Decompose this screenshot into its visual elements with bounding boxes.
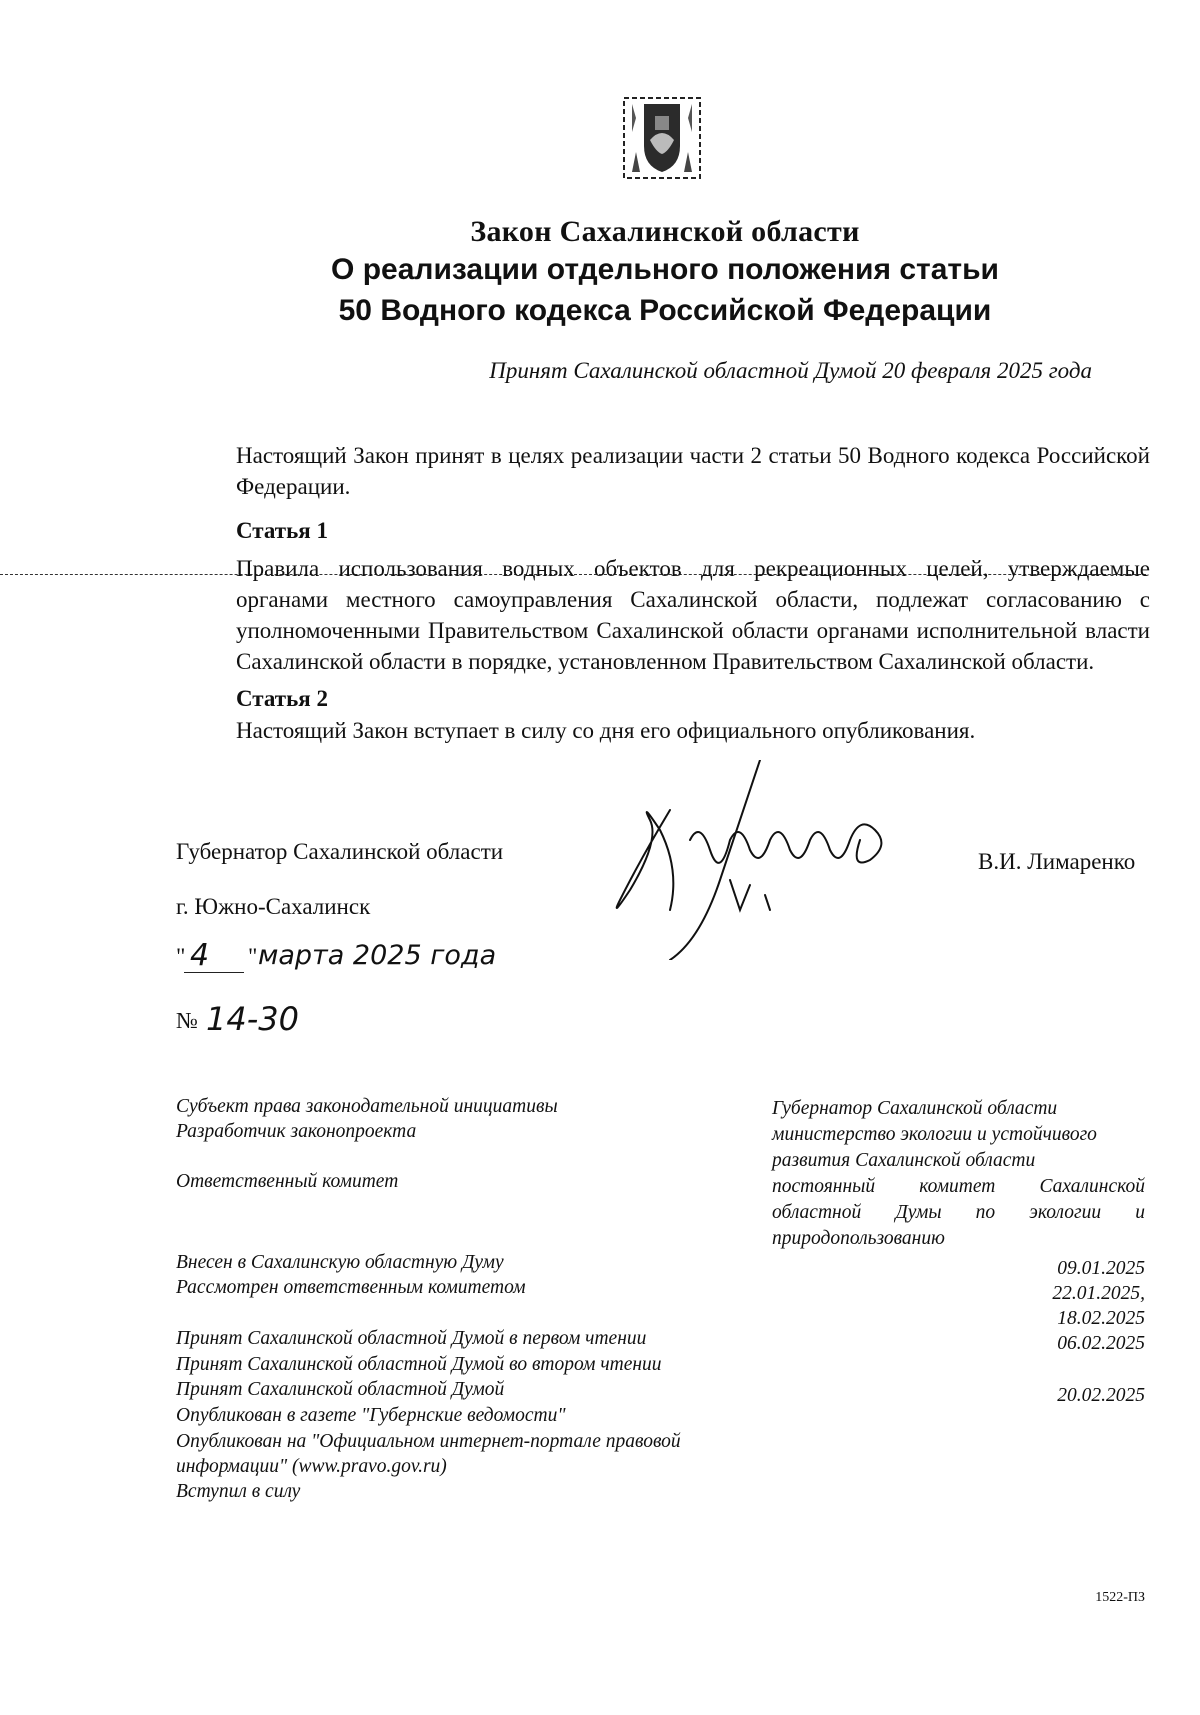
date-quote-open: " bbox=[176, 944, 186, 969]
document-code: 1522-ПЗ bbox=[1095, 1590, 1145, 1605]
meta-subject-label: Субъект права законодательной инициативы bbox=[176, 1096, 558, 1117]
meta-published-paper-label: Опубликован в газете "Губернские ведомости" bbox=[176, 1405, 566, 1426]
date-quote-close: " bbox=[248, 944, 258, 969]
meta-committee-word: Думы bbox=[895, 1202, 942, 1223]
coat-of-arms-emblem bbox=[622, 96, 702, 180]
meta-developer-label: Разработчик законопроекта bbox=[176, 1121, 417, 1142]
law-number-value: 14-30 bbox=[206, 1000, 299, 1038]
meta-developer-value-2: развития Сахалинской области bbox=[772, 1150, 1036, 1171]
meta-developer-value-1: министерство экологии и устойчивого bbox=[772, 1124, 1097, 1145]
meta-adopted-label: Принят Сахалинской областной Думой bbox=[176, 1379, 505, 1400]
meta-committee-word: постоянный bbox=[772, 1176, 876, 1197]
intro-paragraph bbox=[176, 440, 1150, 502]
meta-committee-word: Сахалинской bbox=[1039, 1176, 1145, 1197]
article-2-text: Настоящий Закон вступает в силу со дня его официального опубликования. bbox=[236, 718, 976, 743]
meta-committee-label: Ответственный комитет bbox=[176, 1171, 399, 1192]
meta-committee-word: комитет bbox=[919, 1176, 996, 1197]
meta-published-portal-label-1: Опубликован на "Официальном интернет-портале правовой bbox=[176, 1431, 681, 1452]
meta-second-reading-label: Принят Сахалинской областной Думой во втором чтении bbox=[176, 1354, 662, 1375]
law-title-line-2: О реализации отдельного положения статьи bbox=[331, 253, 999, 286]
meta-first-reading-label: Принят Сахалинской областной Думой в первом чтении bbox=[176, 1328, 647, 1349]
meta-published-portal-label-2: информации" (www.pravo.gov.ru) bbox=[176, 1456, 447, 1477]
article-2-heading: Статья 2 bbox=[236, 686, 328, 711]
adoption-note: Принят Сахалинской областной Думой 20 февраля 2025 года bbox=[489, 358, 1092, 383]
meta-first-reading-date: 06.02.2025 bbox=[1057, 1333, 1145, 1354]
meta-committee-value-2 bbox=[772, 1200, 1145, 1226]
law-title-line-3: 50 Водного кодекса Российской Федерации bbox=[338, 294, 992, 327]
meta-reviewed-label: Рассмотрен ответственным комитетом bbox=[176, 1277, 526, 1298]
meta-subject-value bbox=[772, 1096, 1145, 1252]
date-day-underline bbox=[184, 972, 244, 973]
meta-committee-word: областной bbox=[772, 1202, 862, 1223]
article-1-paragraph bbox=[176, 553, 1150, 677]
meta-committee-word: и bbox=[1135, 1202, 1145, 1223]
meta-committee-word: по bbox=[975, 1202, 996, 1223]
date-month-year: марта 2025 года bbox=[258, 940, 497, 971]
number-sign: № bbox=[176, 1008, 198, 1033]
meta-submitted-date: 09.01.2025 bbox=[1057, 1258, 1145, 1279]
article-1-text: Правила использования водных объектов для рекреационных целей, утверждаемые органами местного самоуправления Сахалинской области, подлежат согласованию с уполномоченными Правительством Сахалинской области органами исполнительной власти Сахалинской области в порядке, установленном Правительством Сахалинской области. bbox=[236, 556, 1150, 674]
meta-committee-value-1 bbox=[772, 1174, 1145, 1200]
meta-in-force-label: Вступил в силу bbox=[176, 1481, 301, 1502]
signing-date bbox=[176, 940, 516, 980]
article-1-heading: Статья 1 bbox=[236, 518, 328, 543]
law-title-line-1: Закон Сахалинской области bbox=[470, 215, 860, 248]
meta-committee-word: экологии bbox=[1029, 1202, 1102, 1223]
signer-name: В.И. Лимаренко bbox=[978, 849, 1136, 874]
meta-subject-value-text: Губернатор Сахалинской области bbox=[772, 1098, 1058, 1119]
handwritten-signature bbox=[600, 760, 930, 960]
signer-position: Губернатор Сахалинской области bbox=[176, 839, 504, 864]
intro-text: Настоящий Закон принят в целях реализации части 2 статьи 50 Водного кодекса Российской Федерации. bbox=[236, 443, 1150, 499]
meta-adopted-date: 20.02.2025 bbox=[1057, 1385, 1145, 1406]
meta-committee-value-3: природопользованию bbox=[772, 1228, 945, 1249]
date-day: 4 bbox=[190, 938, 210, 973]
meta-reviewed-date-2: 18.02.2025 bbox=[1057, 1308, 1145, 1329]
signing-city: г. Южно-Сахалинск bbox=[176, 894, 371, 919]
meta-submitted-label: Внесен в Сахалинскую областную Думу bbox=[176, 1252, 504, 1273]
meta-reviewed-date-1: 22.01.2025, bbox=[1052, 1283, 1145, 1304]
